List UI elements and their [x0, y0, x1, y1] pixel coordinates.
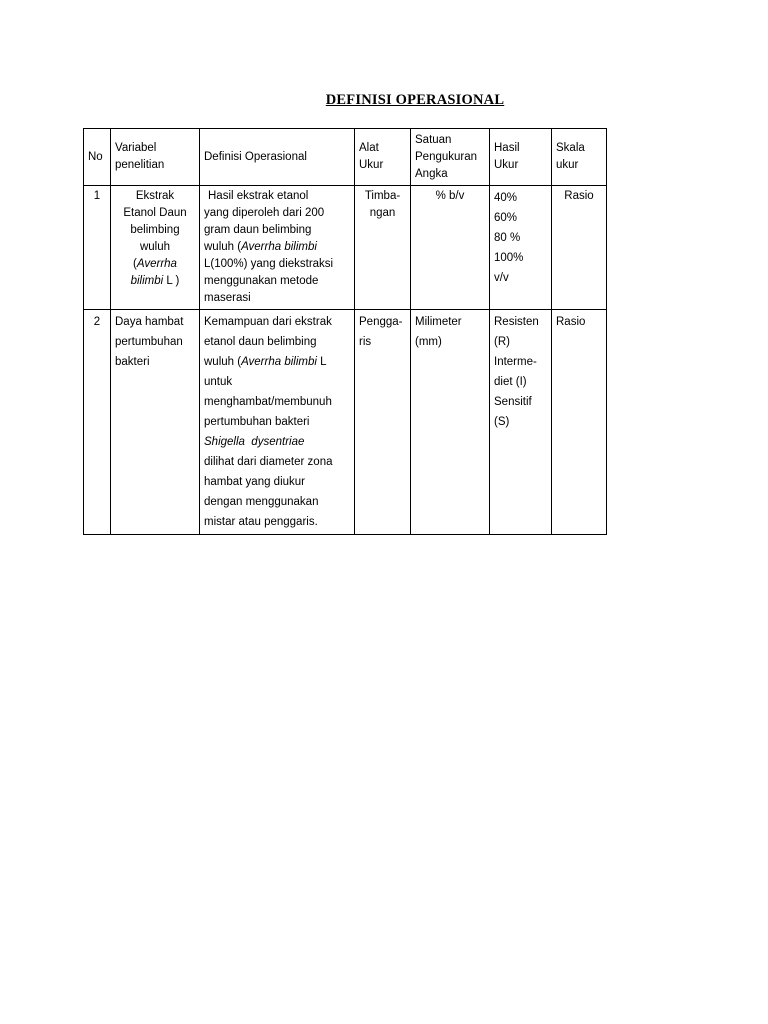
- header-alat-line: Ukur: [359, 159, 384, 171]
- header-no-label: No: [88, 150, 103, 163]
- definition-table: [83, 128, 607, 535]
- cell-satuan: [411, 186, 490, 310]
- row-number: 1: [93, 190, 101, 202]
- cell-variabel: [111, 310, 200, 535]
- table-row: [84, 310, 607, 535]
- variabel-line: Etanol Daun: [123, 207, 187, 219]
- variabel-line: pertumbuhan: [115, 336, 183, 348]
- header-definisi: [200, 129, 355, 186]
- variabel-line: [115, 256, 195, 273]
- definisi-line: pertumbuhan bakteri: [204, 416, 310, 428]
- variabel-line: belimbing: [130, 224, 180, 236]
- definisi-line: [204, 239, 350, 256]
- definisi-line: L(100%) yang diekstraksi: [204, 258, 334, 270]
- cell-alat: [355, 310, 411, 535]
- alat-line: Pengga-: [359, 316, 403, 328]
- hasil-line: 60%: [494, 212, 518, 224]
- alat-line: ngan: [369, 207, 396, 219]
- satuan-value: % b/v: [435, 190, 465, 202]
- variabel-line: wuluh: [139, 241, 171, 253]
- variabel-line: Daya hambat: [115, 316, 184, 328]
- cell-hasil: [490, 310, 552, 535]
- cell-definisi: [200, 186, 355, 310]
- definisi-line: menggunakan metode: [204, 275, 319, 287]
- hasil-line: Sensitif: [494, 396, 532, 408]
- header-skala: [552, 129, 607, 186]
- skala-value: Rasio: [556, 316, 586, 328]
- variabel-line: bakteri: [115, 356, 150, 368]
- species-suffix: L ): [163, 275, 180, 287]
- header-satuan-line: Angka: [415, 167, 448, 180]
- definisi-line: [204, 352, 350, 372]
- definisi-line: Kemampuan dari ekstrak: [204, 316, 332, 328]
- definisi-line: dengan menggunakan: [204, 496, 319, 508]
- header-variabel: [111, 129, 200, 186]
- cell-no: [84, 310, 111, 535]
- cell-satuan: [411, 310, 490, 535]
- header-satuan: [411, 129, 490, 186]
- cell-no: [84, 186, 111, 310]
- satuan-line: (mm): [415, 336, 442, 348]
- table-header-row: [84, 129, 607, 186]
- header-hasil: [490, 129, 552, 186]
- definisi-text: wuluh (: [204, 241, 242, 253]
- cell-skala: [552, 186, 607, 310]
- header-satuan-line: Pengukuran: [415, 150, 478, 163]
- row-number: 2: [93, 316, 101, 328]
- hasil-line: Interme-: [494, 356, 537, 368]
- bacteria-name: Shigella dysentriae: [204, 436, 305, 448]
- definisi-line: maserasi: [204, 292, 251, 304]
- skala-value: Rasio: [564, 190, 594, 202]
- definisi-line: untuk: [204, 376, 233, 388]
- hasil-line: diet (I): [494, 376, 527, 388]
- species-name: bilimbi: [130, 275, 164, 287]
- hasil-line: 80 %: [494, 232, 521, 244]
- header-hasil-line: Hasil: [494, 142, 520, 154]
- definisi-line: Hasil ekstrak etanol: [208, 190, 309, 202]
- header-definisi-label: Definisi Operasional: [204, 150, 307, 163]
- hasil-line: (S): [494, 416, 510, 428]
- header-satuan-line: Satuan: [415, 133, 452, 146]
- cell-variabel: [111, 186, 200, 310]
- hasil-line: (R): [494, 336, 510, 348]
- definisi-line: gram daun belimbing: [204, 224, 312, 236]
- alat-line: ris: [359, 336, 372, 348]
- definisi-line: menghambat/membunuh: [204, 396, 332, 408]
- definisi-line: yang diperoleh dari 200: [204, 207, 325, 219]
- header-variabel-line: penelitian: [115, 159, 165, 171]
- header-skala-line: Skala: [556, 142, 585, 154]
- definisi-line: etanol daun belimbing: [204, 336, 317, 348]
- definisi-line: dilihat dari diameter zona: [204, 456, 333, 468]
- hasil-line: 40%: [494, 192, 518, 204]
- cell-hasil: [490, 186, 552, 310]
- variabel-line: [115, 273, 195, 290]
- species-name: Averrha: [136, 258, 177, 270]
- definisi-line: mistar atau penggaris.: [204, 516, 318, 528]
- variabel-line: Ekstrak: [135, 190, 175, 202]
- header-alat-line: Alat: [359, 142, 379, 154]
- header-alat: [355, 129, 411, 186]
- definisi-line: hambat yang diukur: [204, 476, 306, 488]
- species-name: Averrha bilimbi: [241, 356, 317, 368]
- header-variabel-line: Variabel: [115, 142, 157, 154]
- alat-line: Timba-: [364, 190, 401, 202]
- definisi-text: wuluh (: [204, 356, 242, 368]
- hasil-line: 100%: [494, 252, 524, 264]
- satuan-line: Milimeter: [415, 316, 462, 328]
- species-name: Averrha bilimbi: [241, 241, 317, 253]
- cell-alat: [355, 186, 411, 310]
- hasil-line: Resisten: [494, 316, 539, 328]
- paren-open: (: [133, 258, 137, 270]
- header-no: [84, 129, 111, 186]
- hasil-line: v/v: [494, 272, 509, 284]
- header-skala-line: ukur: [556, 159, 579, 171]
- cell-definisi: [200, 310, 355, 535]
- document-title: DEFINISI OPERASIONAL: [325, 92, 505, 108]
- cell-skala: [552, 310, 607, 535]
- table-row: [84, 186, 607, 310]
- header-hasil-line: Ukur: [494, 159, 519, 171]
- definisi-text: L: [316, 356, 327, 368]
